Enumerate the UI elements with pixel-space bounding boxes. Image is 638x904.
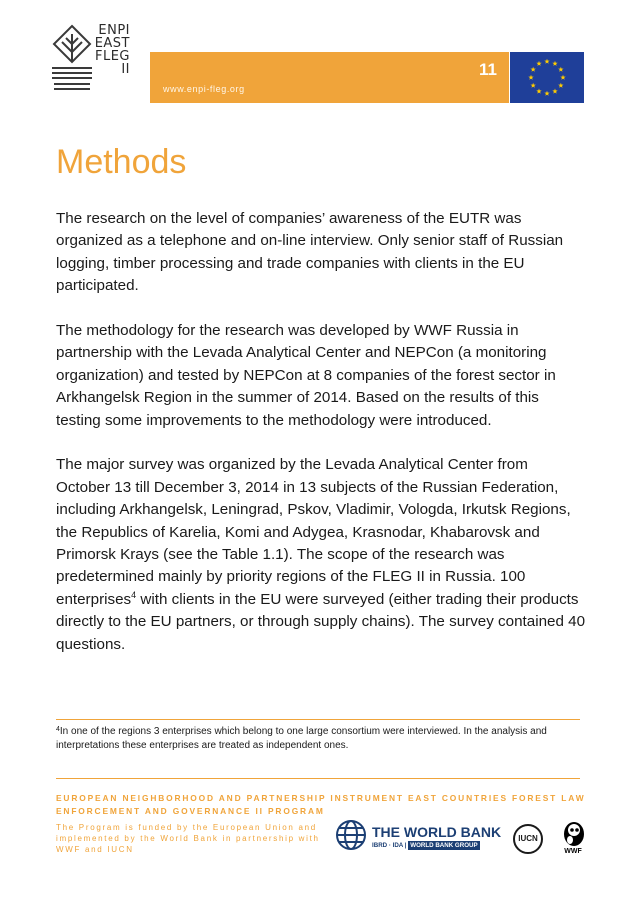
paragraph: The methodology for the research was developed by WWF Russia in partnership with the Levada Analytical Center and NEPCon (a monitoring organization) and tested by NEPCon at 8 companies of the forest sector in Arkhangelsk Region in the summer of 2014. Based on the results of this testing some improvements to the methodology were introduced. (56, 322, 556, 429)
funding-note-line: The Program is funded by the European Union and (56, 823, 317, 832)
panda-icon (560, 818, 586, 848)
body-text (56, 208, 586, 678)
wwf-logo (560, 818, 586, 860)
eu-stars-icon (510, 52, 584, 103)
paragraph (56, 454, 586, 656)
program-name-line: ENFORCEMENT AND GOVERNANCE II PROGRAM (56, 806, 325, 816)
tree-logo-icon (50, 22, 94, 102)
footnote-text: In one of the regions 3 enterprises which belong to one large consortium were interviewed. In the analysis and interpretations these enterprises are treated as independent ones. (56, 726, 547, 751)
eu-star-icon (536, 89, 541, 94)
world-bank-subtitle: IBRD · IDA | WORLD BANK GROUP (372, 842, 478, 849)
eu-star-icon (530, 67, 535, 72)
eu-star-icon (530, 83, 535, 88)
funding-note-line: WWF and IUCN (56, 845, 134, 854)
world-bank-group: WORLD BANK GROUP (410, 842, 478, 849)
eu-star-icon (552, 89, 557, 94)
section-title: Methods (56, 143, 187, 181)
paragraph: The research on the level of companies’ awareness of the EUTR was organized as a telephone and on-line interview. Only senior staff of Russian logging, timber processing and trade companies with clients in the EU participated. (56, 210, 564, 295)
eu-star-icon (558, 67, 563, 72)
footer-divider (56, 778, 580, 779)
program-name-line: EUROPEAN NEIGHBORHOOD AND PARTNERSHIP INSTRUMENT EAST COUNTRIES FOREST LAW (56, 793, 586, 803)
eu-star-icon (544, 59, 549, 64)
eu-flag-icon (510, 52, 584, 103)
footnote-reference[interactable]: 4 (131, 589, 137, 600)
world-bank-logo (334, 818, 500, 860)
iucn-label: IUCN (518, 834, 538, 843)
footnote-divider (56, 719, 580, 720)
footnote-number: 4 (56, 726, 60, 733)
header-bar (150, 52, 509, 103)
world-bank-name: THE WORLD BANK (372, 824, 502, 840)
page-number: 11 (479, 60, 497, 79)
logo-line: EAST (94, 36, 130, 51)
wwf-label: WWF (564, 848, 582, 855)
enpi-fleg-logo (50, 22, 150, 104)
footnote (56, 725, 586, 753)
logo-line: FLEG (94, 49, 130, 64)
globe-icon (334, 818, 368, 852)
eu-star-icon (536, 61, 541, 66)
paragraph-text: with clients in the EU were surveyed (either trading their products directly to the EU partners, or through supply chains). The survey contained 40 questions. (56, 590, 586, 653)
funding-note-line: implemented by the World Bank in partnership with (56, 834, 320, 843)
website-url[interactable]: www.enpi-fleg.org (163, 84, 245, 94)
eu-star-icon (528, 75, 533, 80)
eu-star-icon (558, 83, 563, 88)
iucn-logo (512, 823, 544, 855)
world-bank-ibrd-ida: IBRD · IDA (372, 842, 404, 849)
logo-line: ENPI (98, 23, 130, 38)
logo-line: II (121, 62, 130, 77)
eu-star-icon (544, 91, 549, 96)
eu-star-icon (552, 61, 557, 66)
eu-star-icon (560, 75, 565, 80)
logo-wordmark (92, 24, 130, 76)
paragraph-text: The major survey was organized by the Levada Analytical Center from October 13 till December 3, 2014 in 13 subjects of the Russian Federation, including Arkhangelsk, Leningrad, Pskov, Vladimir, Vologda, Irkutsk Regions, the Republics of Karelia, Komi and Adygea, Krasnodar, Khabarovsk and Primorsk Krays (see the Table 1.1). The scope of the research was predetermined mainly by priority regions of the FLEG II in Russia. 100 enterprises (56, 456, 571, 608)
